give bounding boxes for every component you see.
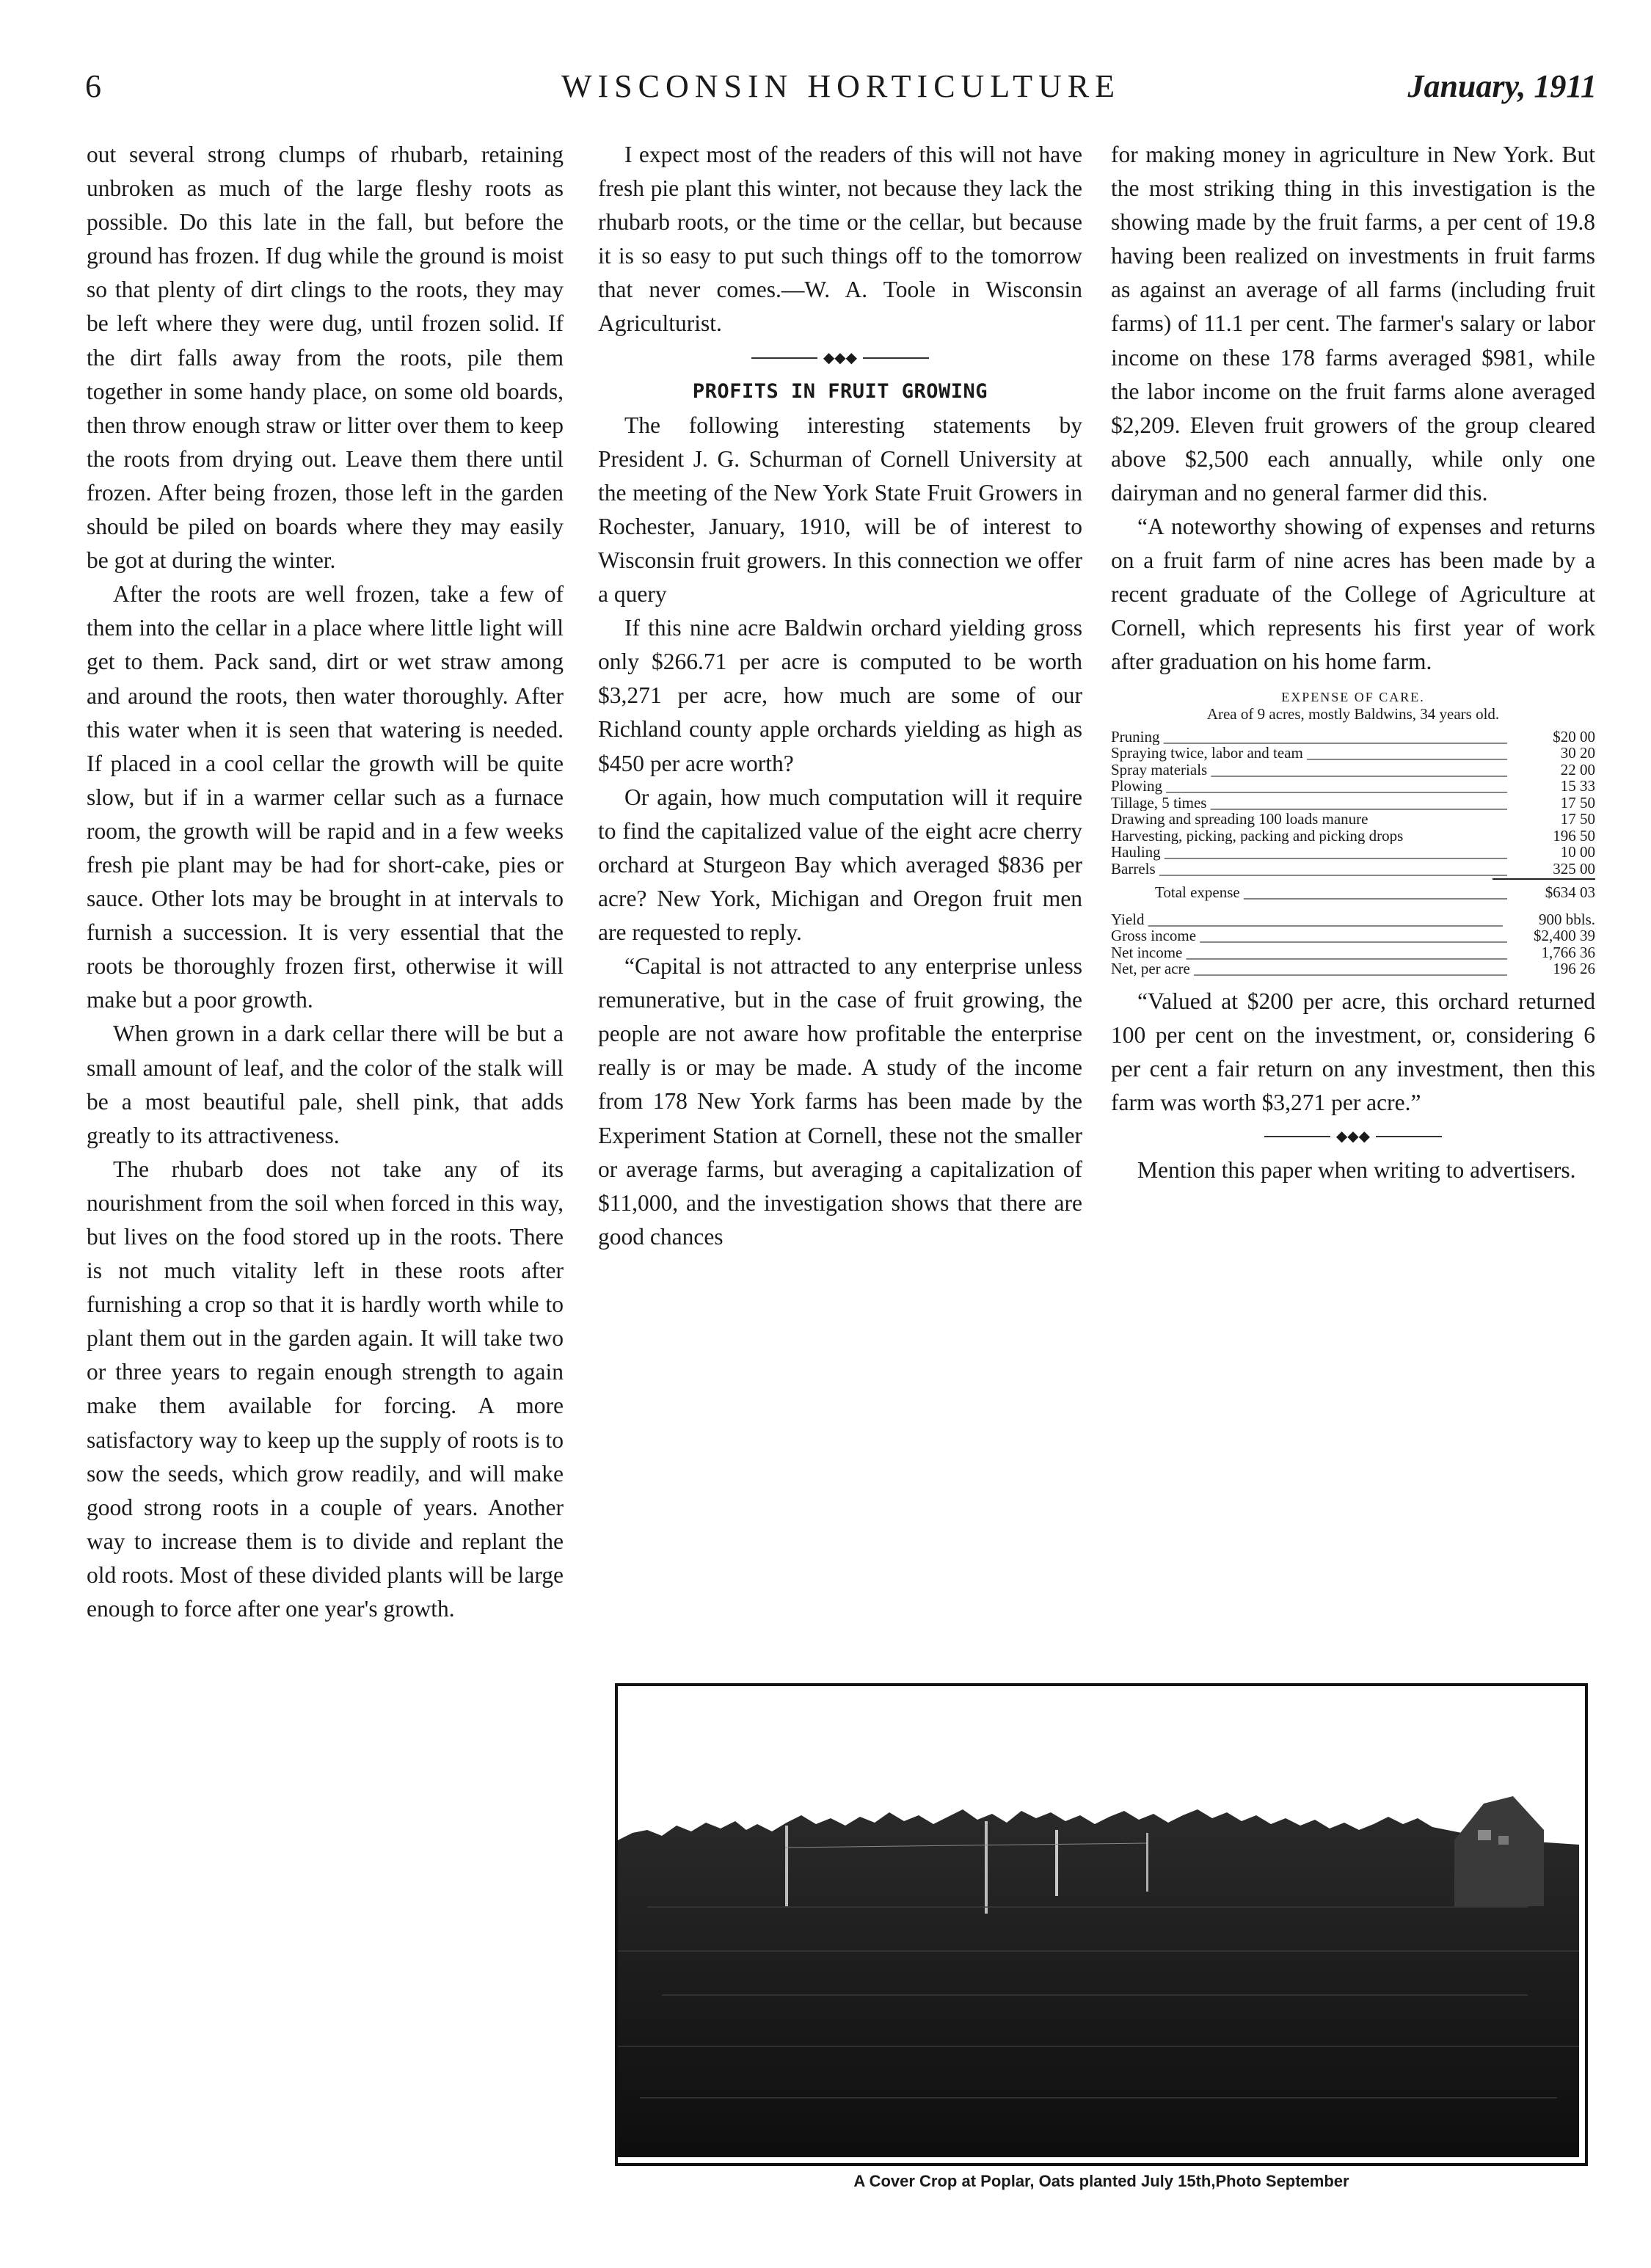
expense-label: Pruning _____	[1111, 729, 1507, 745]
paragraph: When grown in a dark cellar there will be but a small amount of leaf, and the color of the stalk will be a most beautiful pale, shell pink, that adds greatly to its attractiveness.	[87, 1021, 564, 1148]
paragraph: I expect most of the readers of this will not have fresh pie plant this winter, not because they lack the rhubarb roots, or the time or the cellar, but because it is so easy to put such things off to the tomorrow that never comes.—W. A. Toole in Wisconsin Agriculturist.	[598, 142, 1082, 337]
expense-total-row	[1111, 884, 1595, 901]
result-row	[1111, 944, 1595, 961]
column-3	[1111, 138, 1595, 1187]
expense-value: 15 33	[1560, 777, 1595, 795]
column-1	[87, 138, 564, 1626]
notice: Mention this paper when writing to advertisers.	[1137, 1156, 1576, 1183]
expense-row	[1111, 795, 1595, 812]
expense-label: Plowing _____	[1111, 778, 1507, 795]
expense-value: 325 00	[1553, 859, 1595, 878]
result-value: 1,766 36	[1541, 943, 1595, 961]
result-label: Yield _____	[1111, 911, 1507, 928]
page-number: 6	[85, 68, 101, 104]
paragraph: “A noteworthy showing of expenses and returns on a fruit farm of nine acres has been made by a recent graduate of the College of Agriculture at Cornell, which represents his first year of work after graduation on his home farm.	[1111, 514, 1595, 675]
result-row	[1111, 911, 1595, 928]
expense-value: 30 20	[1560, 744, 1595, 762]
result-value: 900 bbls.	[1538, 910, 1595, 928]
paragraph: “Capital is not attracted to any enterprise unless remunerative, but in the case of fruit growing, the people are not aware how profitable the enterprise really is or may be made. A study of the income from 178 New York farms has been made by the Experiment Station at Cornell, these not the smaller or average farms, but averaging a capitalization of $11,000, and the investigation shows that there are good chances	[598, 953, 1082, 1250]
expense-value: 17 50	[1560, 793, 1595, 812]
expense-value: $20 00	[1553, 727, 1595, 745]
journal-title: WISCONSIN HORTICULTURE	[561, 68, 1121, 104]
photo-caption: A Cover Crop at Poplar, Oats planted July 15th,Photo September	[853, 2172, 1349, 2190]
expense-row	[1111, 762, 1595, 779]
result-row	[1111, 960, 1595, 977]
expense-table	[1111, 688, 1595, 977]
expense-value: 196 50	[1553, 826, 1595, 845]
paragraph: Or again, how much computation will it require to find the capitalized value of the eight acre cherry orchard at Sturgeon Bay which averaged $836 per acre? New York, Michigan and Oregon fruit men are requested to reply.	[598, 784, 1082, 945]
paragraph: After the roots are well frozen, take a few of them into the cellar in a place where little light will get to them. Pack sand, dirt or wet straw among and around the roots, then water thoroughly. After this water when it is seen that watering is needed. If placed in a cool cellar the growth will be quite slow, but if in a warmer cellar such as a furnace room, the growth will be rapid and in a few weeks fresh pie plant may be had for short-cake, pies or sauce. Other lots may be brought in at intervals to furnish a succession. It is very essential that the roots be thoroughly frozen first, otherwise it will make but a poor growth.	[87, 581, 564, 1013]
expense-label: Barrels _____	[1111, 861, 1507, 878]
expense-label: Spray materials _____	[1111, 762, 1507, 779]
paragraph: for making money in agriculture in New York. But the most striking thing in this investigation is the showing made by the fruit farms, a per cent of 19.8 having been realized on investments in fruit farms as against an average of all farms (including fruit farms) of 11.1 per cent. The farmer's salary or labor income on these 178 farms averaged $981, while the labor income on the fruit farms alone averaged $2,209. Eleven fruit growers of the group cleared above $2,500 each annually, while only one dairyman and no general farmer did this.	[1111, 142, 1595, 506]
expense-row	[1111, 811, 1595, 828]
result-value: 196 26	[1553, 960, 1595, 977]
expense-row	[1111, 828, 1595, 845]
expense-table-title: EXPENSE OF CARE.	[1281, 689, 1425, 704]
expense-row	[1111, 729, 1595, 745]
column-2	[598, 138, 1082, 1254]
cover-crop-photo	[615, 1683, 1588, 2166]
total-rule	[1493, 878, 1595, 880]
expense-table-subtitle: Area of 9 acres, mostly Baldwins, 34 years old.	[1206, 704, 1500, 723]
paragraph: The following interesting statements by President J. G. Schurman of Cornell University at the meeting of the New York State Fruit Growers in Rochester, January, 1910, will be of interest to Wisconsin fruit growers. In this connection we offer a query	[598, 412, 1082, 608]
paragraph: out several strong clumps of rhubarb, retaining unbroken as much of the large fleshy roots as possible. Do this late in the fall, but before the ground has frozen. If dug while the ground is moist so that plenty of dirt clings to the roots, they may be left where they were dug, until frozen solid. If the dirt falls away from the roots, pile them together in some handy place, on some old boards, then throw enough straw or litter over them to keep the roots from drying out. Leave them there until frozen. After being frozen, those left in the garden should be piled on boards where they may easily be got at during the winter.	[87, 142, 564, 574]
paragraph: The rhubarb does not take any of its nourishment from the soil when forced in this way, but lives on the food stored up in the roots. There is not much vitality left in these roots after furnishing a crop so that it is hardly worth while to plant them out in the garden again. It will take two or three years to regain enough strength to again make them available for forcing. A more satisfactory way to keep up the supply of roots is to sow the seeds, which grow readily, and will make good strong roots in a couple of years. Another way to increase them is to divide and replant the old roots. Most of these divided plants will be large enough to force after one year's growth.	[87, 1156, 564, 1622]
expense-label: Tillage, 5 times _____	[1111, 795, 1507, 812]
result-label: Net income _____	[1111, 944, 1507, 961]
expense-row	[1111, 861, 1595, 878]
expense-label: Drawing and spreading 100 loads manure	[1111, 811, 1368, 828]
expense-row	[1111, 778, 1595, 795]
expense-row	[1111, 745, 1595, 762]
ornamental-divider: ◆◆◆	[1111, 1120, 1595, 1153]
result-row	[1111, 927, 1595, 944]
section-heading: PROFITS IN FRUIT GROWING	[692, 379, 988, 403]
expense-row	[1111, 844, 1595, 861]
result-label: Net, per acre _____	[1111, 960, 1507, 977]
expense-label: Harvesting, picking, packing and picking drops	[1111, 827, 1404, 844]
expense-label: Hauling _____	[1111, 844, 1507, 861]
expense-label: Spraying twice, labor and team _____	[1111, 745, 1507, 762]
expense-value: 17 50	[1560, 810, 1595, 828]
result-value: $2,400 39	[1534, 927, 1595, 944]
expense-total-label: Total expense _____	[1111, 884, 1507, 901]
paragraph: If this nine acre Baldwin orchard yielding gross only $266.71 per acre is computed to be worth $3,271 per acre, how much are some of our Richland county apple orchards yielding as high as $450 per acre worth?	[598, 615, 1082, 776]
issue-date: January, 1911	[1407, 68, 1597, 104]
ornamental-divider: ◆◆◆	[598, 341, 1082, 375]
paragraph: “Valued at $200 per acre, this orchard returned 100 per cent on the investment, or, considering 6 per cent a fair return on any investment, then this farm was worth $3,271 per acre.”	[1111, 988, 1595, 1115]
page-header	[85, 68, 1597, 112]
expense-value: 10 00	[1560, 843, 1595, 861]
expense-value: 22 00	[1560, 760, 1595, 779]
result-label: Gross income _____	[1111, 927, 1507, 944]
expense-total-value: $634 03	[1545, 883, 1595, 901]
